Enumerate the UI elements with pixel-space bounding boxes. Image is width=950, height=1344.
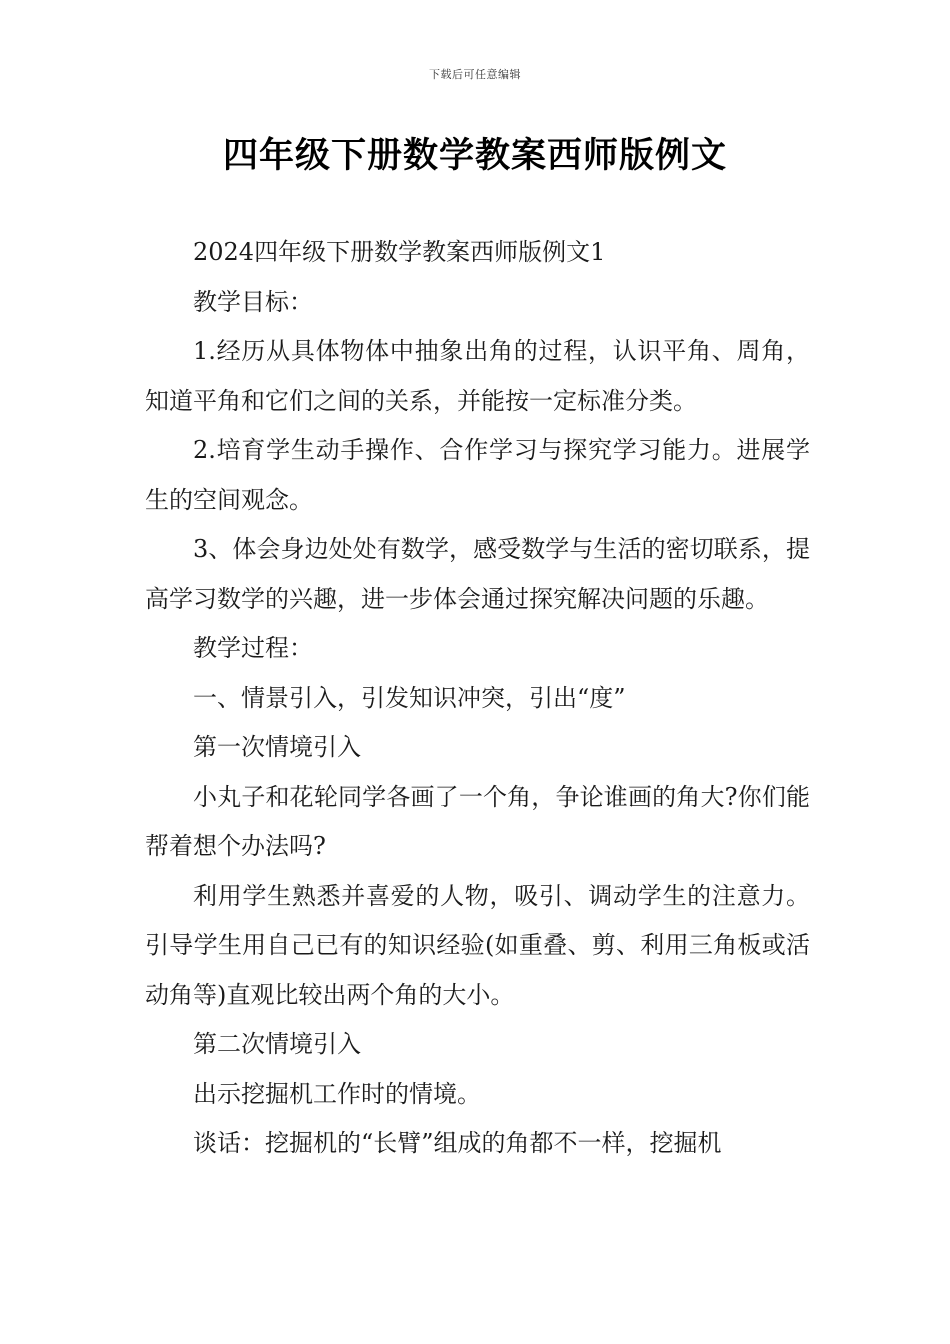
header-note: 下载后可任意编辑 — [429, 68, 521, 81]
paragraph-first-scenario-note: 利用学生熟悉并喜爱的人物，吸引、调动学生的注意力。引导学生用自己已有的知识经验(如重叠、剪、利用三角板或活动角等)直观比较出两个角的大小。 — [145, 881, 810, 1009]
paragraph-goal-1: 1.经历从具体物体中抽象出角的过程，认识平角、周角，知道平角和它们之间的关系，并能按一定标准分类。 — [145, 337, 810, 415]
paragraph-goal-2: 2.培育学生动手操作、合作学习与探究学习能力。进展学生的空间观念。 — [145, 436, 810, 514]
paragraph-teaching-process-heading: 教学过程： — [193, 634, 313, 662]
paragraph-first-scenario-heading: 第一次情境引入 — [193, 733, 361, 761]
paragraph-subtitle: 2024四年级下册数学教案西师版例文1 — [193, 238, 606, 266]
paragraph-second-scenario-heading: 第二次情境引入 — [193, 1030, 361, 1058]
paragraph-section-1-heading: 一、情景引入，引发知识冲突，引出“度” — [193, 683, 626, 712]
paragraph-teaching-goals-heading: 教学目标： — [193, 287, 313, 316]
paragraph-first-scenario-text: 小丸子和花轮同学各画了一个角，争论谁画的角大?你们能帮着想个办法吗? — [145, 782, 810, 860]
paragraph-dialogue: 谈话：挖掘机的“长臂”组成的角都不一样，挖掘机 — [193, 1129, 722, 1157]
document-body — [145, 228, 810, 1169]
paragraph-second-scenario-text: 出示挖掘机工作时的情境。 — [193, 1079, 481, 1108]
paragraph-goal-3: 3、体会身边处处有数学，感受数学与生活的密切联系，提高学习数学的兴趣，进一步体会通过探究解决问题的乐趣。 — [145, 535, 810, 613]
document-title: 四年级下册数学教案西师版例文 — [222, 136, 727, 176]
